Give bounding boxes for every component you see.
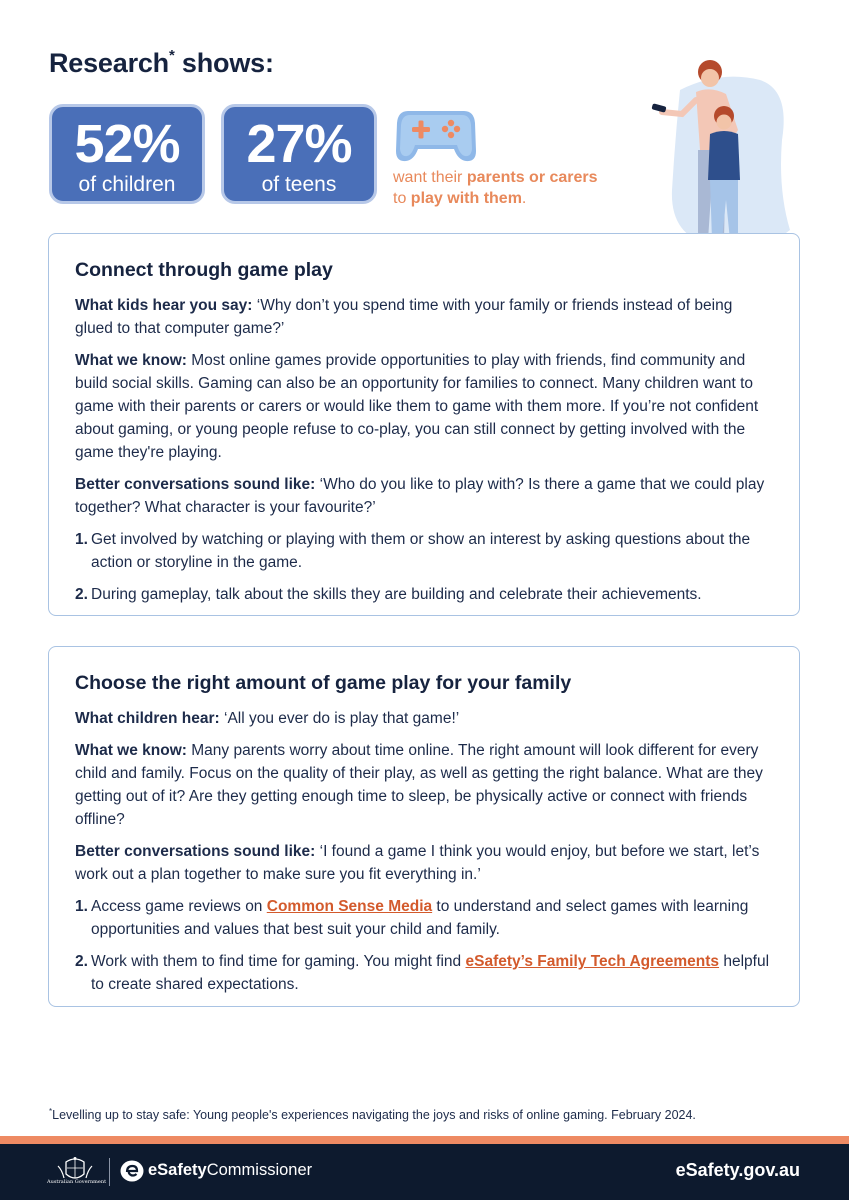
stat-caption: want their parents or carers to play with them. xyxy=(393,169,598,207)
list-item: 2. Work with them to find time for gaming. You might find eSafety’s Family Tech Agreements helpful to create shared expectations. xyxy=(75,953,770,993)
better-conversations: Better conversations sound like: ‘I found a game I think you would enjoy, but before we start, let’s work out a plan together to make sure you fit everything in.’ xyxy=(75,843,760,883)
list-item: 1. Access game reviews on Common Sense Media to understand and select games with learning opportunities and values that best suit your child and family. xyxy=(75,898,749,938)
footnote: *Levelling up to stay safe: Young people's experiences navigating the joys and risks of online gaming. February 2024. xyxy=(49,1107,696,1123)
what-we-know: What we know: Many parents worry about time online. The right amount will look different for every child and family. Focus on the quality of their play, as well as getting the right balance. What are they getting out of it? Are they getting enough time to sleep, be physically active or connect with friends offline? xyxy=(75,742,763,828)
esafety-commissioner-wordmark: eSafetyCommissioner xyxy=(148,1161,313,1179)
parent-and-child-illustration xyxy=(640,50,800,255)
stat-value: 52% xyxy=(74,114,180,174)
connect-through-game-play-card xyxy=(48,233,800,616)
list-item: 2. During gameplay, talk about the skills they are building and celebrate their achievements. xyxy=(75,586,702,603)
common-sense-media-link[interactable]: Common Sense Media xyxy=(266,898,433,915)
what-kids-hear: What kids hear you say: ‘Why don’t you spend time with your family or friends instead of being glued to that computer game?’ xyxy=(75,297,733,337)
stat-children xyxy=(49,104,205,204)
footer xyxy=(0,1144,849,1200)
list-item: 1. Get involved by watching or playing with them or show an interest by asking questions about the action or storyline in the game. xyxy=(75,531,751,571)
card-title: Choose the right amount of game play for your family xyxy=(75,672,572,694)
footer-divider xyxy=(109,1158,110,1186)
page-title: Research* shows: xyxy=(49,47,274,78)
stat-label: of teens xyxy=(261,173,337,196)
footer-stripe xyxy=(0,1136,849,1144)
stat-label: of children xyxy=(78,173,176,196)
family-tech-agreements-link[interactable]: eSafety’s Family Tech Agreements xyxy=(465,953,720,970)
website-url[interactable]: eSafety.gov.au xyxy=(675,1160,800,1180)
game-controller-icon xyxy=(394,105,478,165)
stat-teens xyxy=(221,104,377,204)
what-we-know: What we know: Most online games provide opportunities to play with friends, find community and build social skills. Gaming can also be an opportunity for families to connect. Many children want to game with their parents or carers or would like them to game with them more. If you’re not confident about gaming, or young people refuse to co-play, you can still connect by getting involved with the game they're playing. xyxy=(75,352,759,461)
better-conversations: Better conversations sound like: ‘Who do you like to play with? Is there a game that we could play together? What character is your favourite?’ xyxy=(75,476,765,516)
right-amount-of-game-play-card xyxy=(48,646,800,1007)
card-title: Connect through game play xyxy=(75,259,333,281)
what-children-hear: What children hear: ‘All you ever do is play that game!’ xyxy=(75,710,460,727)
esafety-logo-icon xyxy=(120,1160,144,1182)
stat-value: 27% xyxy=(246,114,352,174)
tips-list xyxy=(75,895,773,996)
gov-wordmark: Australian Government xyxy=(47,1179,107,1185)
tips-list xyxy=(75,528,773,606)
